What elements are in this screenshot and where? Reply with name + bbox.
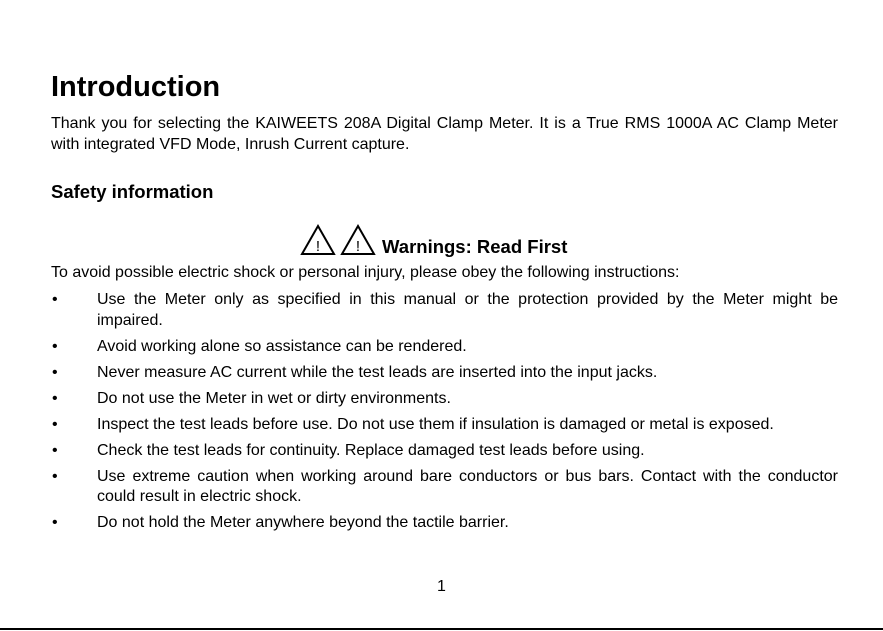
list-item bbox=[51, 513, 838, 534]
warning-icon-glyph: ! bbox=[315, 238, 321, 255]
list-item bbox=[51, 415, 838, 436]
section-heading: Safety information bbox=[51, 181, 214, 202]
intro-paragraph: Thank you for selecting the KAIWEETS 208A Digital Clamp Meter. It is a True RMS 1000A AC Clamp Meter with integrated VFD Mode, Inrush Current capture. bbox=[51, 115, 838, 153]
page-bottom-rule bbox=[0, 628, 883, 630]
page-number: 1 bbox=[437, 578, 446, 595]
list-item-text: Inspect the test leads before use. Do not use them if insulation is damaged or metal is exposed. bbox=[97, 415, 774, 433]
list-item-text: Do not use the Meter in wet or dirty environments. bbox=[97, 389, 451, 407]
bullet: • bbox=[52, 363, 58, 381]
list-item-text: Do not hold the Meter anywhere beyond the tactile barrier. bbox=[97, 514, 509, 531]
bullet: • bbox=[52, 467, 58, 485]
warning-title: Warnings: Read First bbox=[382, 236, 568, 257]
list-item bbox=[51, 389, 838, 410]
page-heading: Introduction bbox=[51, 71, 221, 103]
bullet: • bbox=[52, 441, 58, 459]
bullet: • bbox=[52, 415, 58, 433]
warning-heading bbox=[300, 224, 567, 256]
instructions-lead: To avoid possible electric shock or personal injury, please obey the following instructions: bbox=[51, 264, 680, 281]
list-item bbox=[51, 337, 838, 358]
warning-triangle-icon bbox=[300, 224, 336, 256]
list-item bbox=[51, 441, 838, 462]
bullet: • bbox=[52, 514, 58, 531]
bullet: • bbox=[52, 291, 58, 308]
list-item bbox=[51, 290, 838, 331]
warning-icon-glyph: ! bbox=[355, 238, 361, 255]
list-item bbox=[51, 363, 838, 384]
list-item-text: Avoid working alone so assistance can be rendered. bbox=[97, 337, 467, 355]
list-item-text: Never measure AC current while the test leads are inserted into the input jacks. bbox=[97, 363, 658, 381]
list-item-text: Check the test leads for continuity. Replace damaged test leads before using. bbox=[97, 441, 645, 459]
list-item bbox=[51, 467, 838, 508]
safety-instructions-list bbox=[51, 290, 838, 539]
list-item-text: Use extreme caution when working around bare conductors or bus bars. Contact with the conductor could result in electric shock. bbox=[97, 467, 838, 505]
bullet: • bbox=[52, 337, 58, 355]
list-item-text: Use the Meter only as specified in this manual or the protection provided by the Meter might be impaired. bbox=[97, 291, 838, 329]
bullet: • bbox=[52, 389, 58, 407]
warning-triangle-icon bbox=[340, 224, 376, 256]
